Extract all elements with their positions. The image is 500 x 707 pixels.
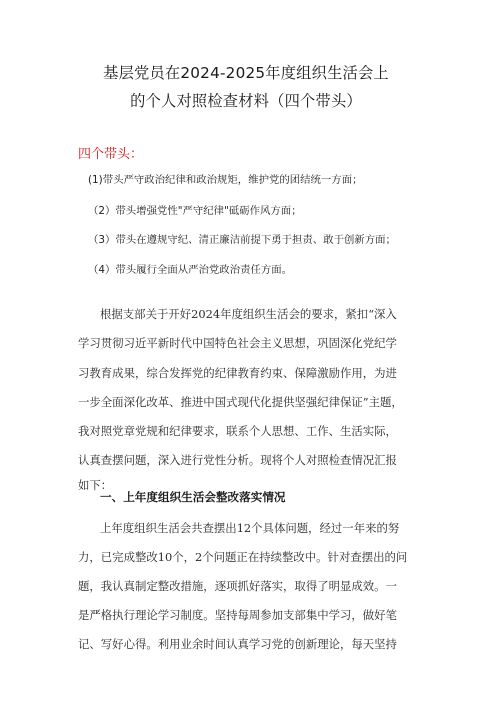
- section-1-line-4: 是严格执行理论学习制度。坚持每周参加支部集中学习，做好笔: [78, 608, 397, 622]
- intro-line-2: 学习贯彻习近平新时代中国特色社会主义思想，巩固深化党纪学: [78, 336, 397, 350]
- section-1-line-5: 记、写好心得。利用业余时间认真学习党的创新理论，每天坚持: [78, 637, 397, 651]
- section-1-line-2: 力，已完成整改10个，2个问题正在持续整改中。针对查摆出的问: [78, 550, 408, 564]
- four-leads-item-3: （3）带头在遵规守纪、清正廉洁前提下勇于担责、敢于创新方面；: [88, 234, 396, 246]
- four-leads-item-4: （4）带头履行全面从严治党政治责任方面。: [88, 264, 293, 276]
- intro-line-4: 一步全面深化改革、推进中国式现代化提供坚强纪律保证”主题，: [78, 395, 403, 409]
- intro-line-6: 认真查摆问题，深入进行党性分析。现将个人对照检查情况汇报: [78, 453, 397, 467]
- intro-line-7: 如下：: [78, 478, 113, 492]
- section-1-line-3: 题，我认真制定整改措施，逐项抓好落实，取得了明显成效。一: [78, 579, 397, 593]
- document-title-line-2: 的个人对照检查材料（四个带头）: [130, 92, 362, 110]
- intro-line-1: 根据支部关于开好2024年度组织生活会的要求，紧扣“深入: [100, 307, 397, 321]
- intro-line-5: 我对照党章党规和纪律要求，联系个人思想、工作、生活实际，: [78, 424, 397, 438]
- four-leads-item-2: （2）带头增强党性"严守纪律"砥砺作风方面；: [88, 205, 302, 217]
- section-1-heading: 一、上年度组织生活会整改落实情况: [100, 490, 286, 504]
- section-1-line-1: 上年度组织生活会共查摆出12个具体问题，经过一年来的努: [100, 521, 400, 535]
- document-title-line-1: 基层党员在2024-2025年度组织生活会上: [103, 64, 389, 82]
- intro-line-3: 习教育成果，综合发挥党的纪律教育约束、保障激励作用，为进: [78, 366, 397, 380]
- four-leads-heading: 四个带头：: [78, 147, 144, 162]
- four-leads-item-1: (1)带头严守政治纪律和政治规矩，维护党的团结统一方面；: [88, 174, 363, 186]
